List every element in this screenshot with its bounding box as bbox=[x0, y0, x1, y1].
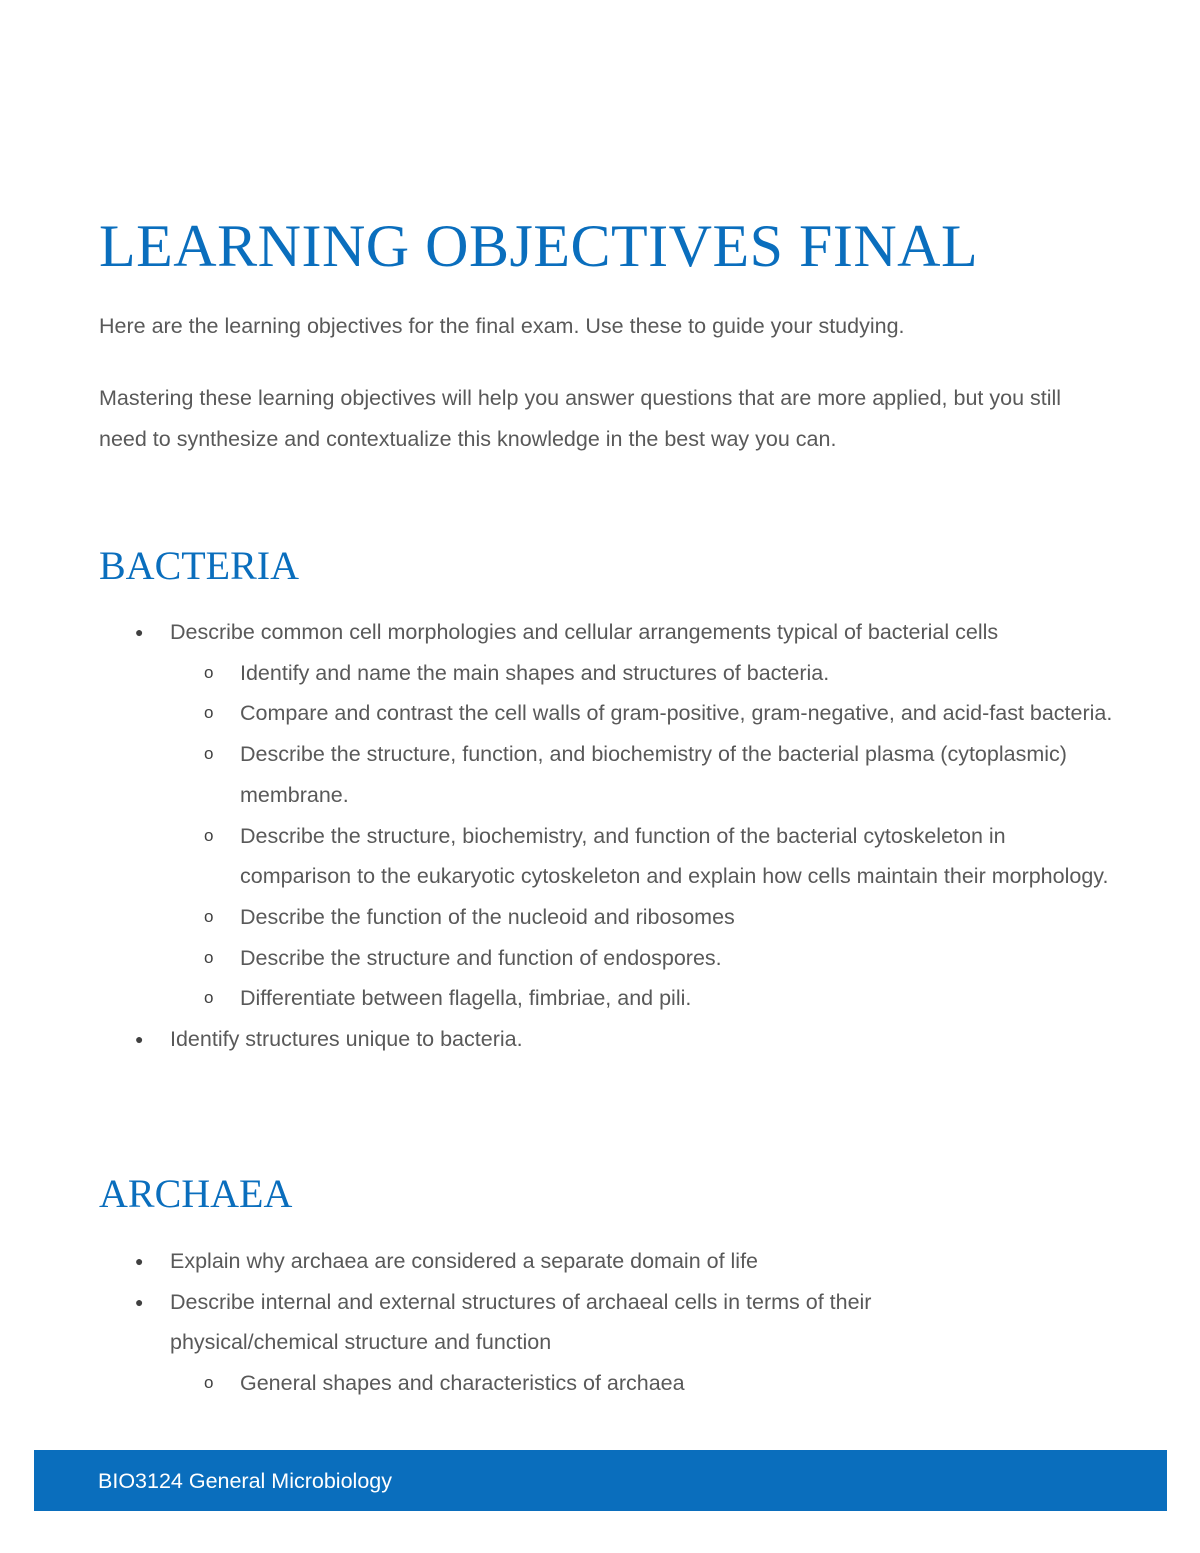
circle-bullet-icon: o bbox=[204, 906, 214, 926]
circle-bullet-icon: o bbox=[204, 703, 214, 723]
list-item-text: Identify structures unique to bacteria. bbox=[170, 1027, 523, 1052]
intro-paragraph: Here are the learning objectives for the final exam. Use these to guide your studying. bbox=[99, 314, 905, 338]
footer-bar bbox=[34, 1450, 1167, 1511]
list-subitem bbox=[0, 693, 1120, 734]
list-item bbox=[0, 612, 1120, 653]
circle-bullet-icon: o bbox=[204, 1373, 214, 1393]
section-heading-archaea: ARCHAEA bbox=[99, 1171, 293, 1216]
list-item-text: Explain why archaea are considered a separate domain of life bbox=[170, 1249, 759, 1273]
list-subitem-text: Identify and name the main shapes and structures of bacteria. bbox=[240, 660, 830, 685]
list-subitem-text: Compare and contrast the cell walls of gram-positive, gram-negative, and acid-fast bacteria. bbox=[240, 701, 1113, 726]
footer-course-label: BIO3124 General Microbiology bbox=[98, 1469, 392, 1493]
list-subitem bbox=[0, 938, 1120, 979]
list-subitem bbox=[0, 734, 1120, 815]
list-subitem bbox=[0, 978, 1120, 1019]
list-subitem bbox=[0, 816, 1120, 897]
list-subitem bbox=[0, 1363, 1120, 1404]
bacteria-objectives-list bbox=[0, 612, 1120, 1060]
list-item bbox=[0, 1019, 1120, 1060]
circle-bullet-icon: o bbox=[204, 825, 214, 845]
page-title: LEARNING OBJECTIVES FINAL bbox=[99, 213, 979, 279]
list-item bbox=[0, 1241, 1120, 1282]
list-subitem-text: Describe the function of the nucleoid and ribosomes bbox=[240, 904, 735, 929]
circle-bullet-icon: o bbox=[204, 947, 214, 967]
list-subitem bbox=[0, 653, 1120, 694]
circle-bullet-icon: o bbox=[204, 988, 214, 1008]
list-subitem-text: Differentiate between flagella, fimbriae, and pili. bbox=[240, 986, 692, 1011]
bullet-icon: ● bbox=[135, 1293, 144, 1310]
bullet-icon: ● bbox=[135, 624, 144, 640]
list-item-text: Describe common cell morphologies and cellular arrangements typical of bacterial cells bbox=[170, 620, 999, 644]
list-subitem-text: Describe the structure, biochemistry, and function of the bacterial cytoskeleton in comparison to the eukaryotic cytoskeleton and explain how cells maintain their morphology. bbox=[240, 823, 1109, 889]
list-item-text: Describe internal and external structures of archaeal cells in terms of their physical/chemical structure and function bbox=[170, 1289, 872, 1355]
bullet-icon: ● bbox=[135, 1031, 144, 1048]
bullet-icon: ● bbox=[135, 1253, 144, 1269]
circle-bullet-icon: o bbox=[204, 662, 214, 682]
list-item bbox=[0, 1282, 1120, 1363]
list-subitem-text: General shapes and characteristics of archaea bbox=[240, 1371, 685, 1396]
section-heading-bacteria: BACTERIA bbox=[99, 543, 299, 588]
list-subitem-text: Describe the structure, function, and biochemistry of the bacterial plasma (cytoplasmic) membrane. bbox=[240, 742, 1067, 807]
list-subitem bbox=[0, 897, 1120, 938]
circle-bullet-icon: o bbox=[204, 744, 214, 764]
intro-paragraph-2: Mastering these learning objectives will help you answer questions that are more applied, but you still need to synthesize and contextualize this knowledge in the best way you can. bbox=[99, 386, 1062, 451]
list-subitem-text: Describe the structure and function of endospores. bbox=[240, 945, 722, 970]
archaea-objectives-list bbox=[0, 1241, 1120, 1404]
